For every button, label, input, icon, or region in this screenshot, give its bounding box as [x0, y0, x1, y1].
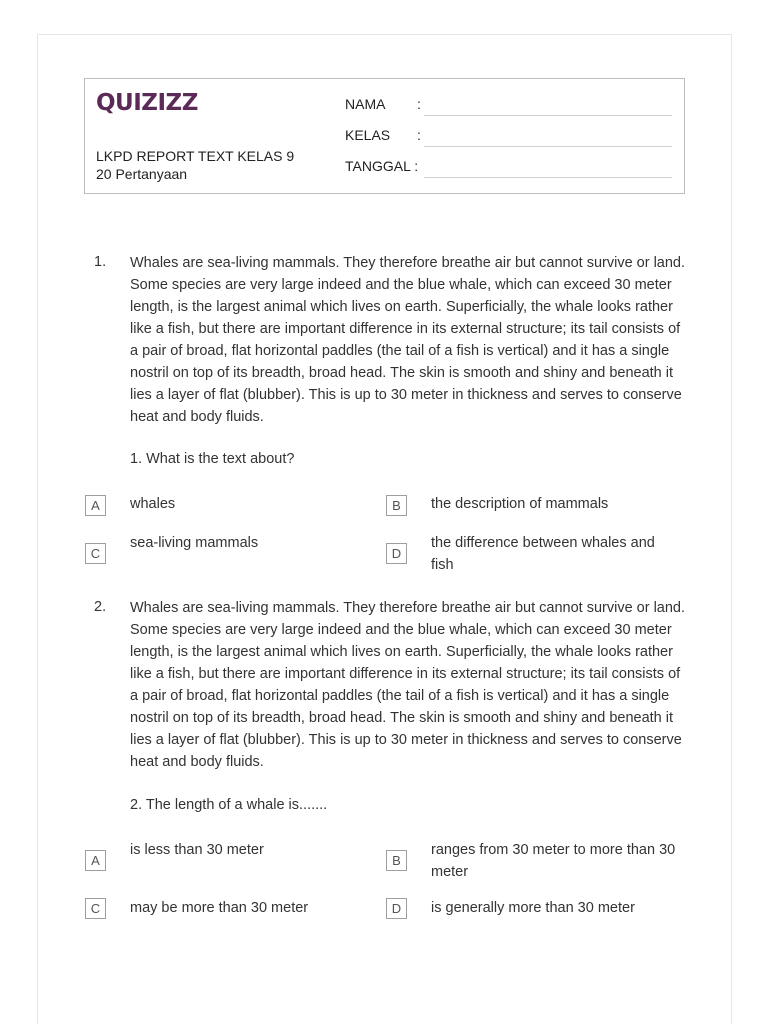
- question-passage: Whales are sea-living mammals. They therefore breathe air but cannot survive or land. Some species are very large indeed and the blue whale, which can exceed 30 meter length, is the largest animal which lives on earth. Superficially, the whale looks rather like a fish, but there are important difference in its external structure; its tail consists of a pair of broad, flat horizontal paddles (the tail of a fish is vertical) and it has a single nostril on top of its breadth, broad head. The skin is smooth and shiny and beneath it lies a layer of flat (blubber). This is up to 30 meter in thickness and serves to conserve heat and body fluids.: [130, 600, 686, 770]
- option-d-box[interactable]: D: [386, 898, 407, 919]
- worksheet-header: [84, 78, 685, 194]
- option-a-text[interactable]: whales: [130, 496, 176, 512]
- option-a-text[interactable]: is less than 30 meter: [130, 842, 264, 858]
- option-d-box[interactable]: D: [386, 543, 407, 564]
- option-b-box[interactable]: B: [386, 495, 407, 516]
- question-number: 1.: [94, 254, 107, 270]
- name-field: [345, 96, 421, 112]
- option-b-box[interactable]: B: [386, 850, 407, 871]
- option-b-text[interactable]: the description of mammals: [431, 496, 609, 512]
- question-prompt: 1. What is the text about?: [130, 451, 295, 467]
- question-number: 2.: [94, 599, 107, 615]
- question-count: 20 Pertanyaan: [96, 166, 188, 182]
- name-blank-line[interactable]: [424, 115, 672, 116]
- quizizz-logo: QUIZIZZ: [96, 90, 198, 116]
- option-d-text[interactable]: the difference between whales and fish: [431, 535, 655, 573]
- class-field: [345, 127, 421, 143]
- option-b-text[interactable]: ranges from 30 meter to more than 30 meter: [431, 842, 676, 880]
- date-field: [345, 158, 418, 174]
- worksheet-title: LKPD REPORT TEXT KELAS 9: [96, 148, 295, 164]
- date-label: TANGGAL: [345, 158, 411, 174]
- question-prompt: 2. The length of a whale is.......: [130, 797, 328, 813]
- option-c-text[interactable]: sea-living mammals: [130, 535, 259, 551]
- date-blank-line[interactable]: [424, 177, 672, 178]
- option-c-box[interactable]: C: [85, 543, 106, 564]
- option-c-text[interactable]: may be more than 30 meter: [130, 900, 309, 916]
- option-a-box[interactable]: A: [85, 495, 106, 516]
- option-d-text[interactable]: is generally more than 30 meter: [431, 900, 635, 916]
- class-label: KELAS: [345, 127, 391, 143]
- option-c-box[interactable]: C: [85, 898, 106, 919]
- name-label: NAMA: [345, 96, 386, 112]
- date-separator: :: [414, 158, 419, 174]
- question-passage: Whales are sea-living mammals. They therefore breathe air but cannot survive or land. Some species are very large indeed and the blue whale, which can exceed 30 meter length, is the largest animal which lives on earth. Superficially, the whale looks rather like a fish, but there are important difference in its external structure; its tail consists of a pair of broad, flat horizontal paddles (the tail of a fish is vertical) and it has a single nostril on top of its breadth, broad head. The skin is smooth and shiny and beneath it lies a layer of flat (blubber). This is up to 30 meter in thickness and serves to conserve heat and body fluids.: [130, 255, 686, 425]
- name-separator: :: [417, 96, 421, 112]
- option-a-box[interactable]: A: [85, 850, 106, 871]
- class-separator: :: [417, 127, 421, 143]
- class-blank-line[interactable]: [424, 146, 672, 147]
